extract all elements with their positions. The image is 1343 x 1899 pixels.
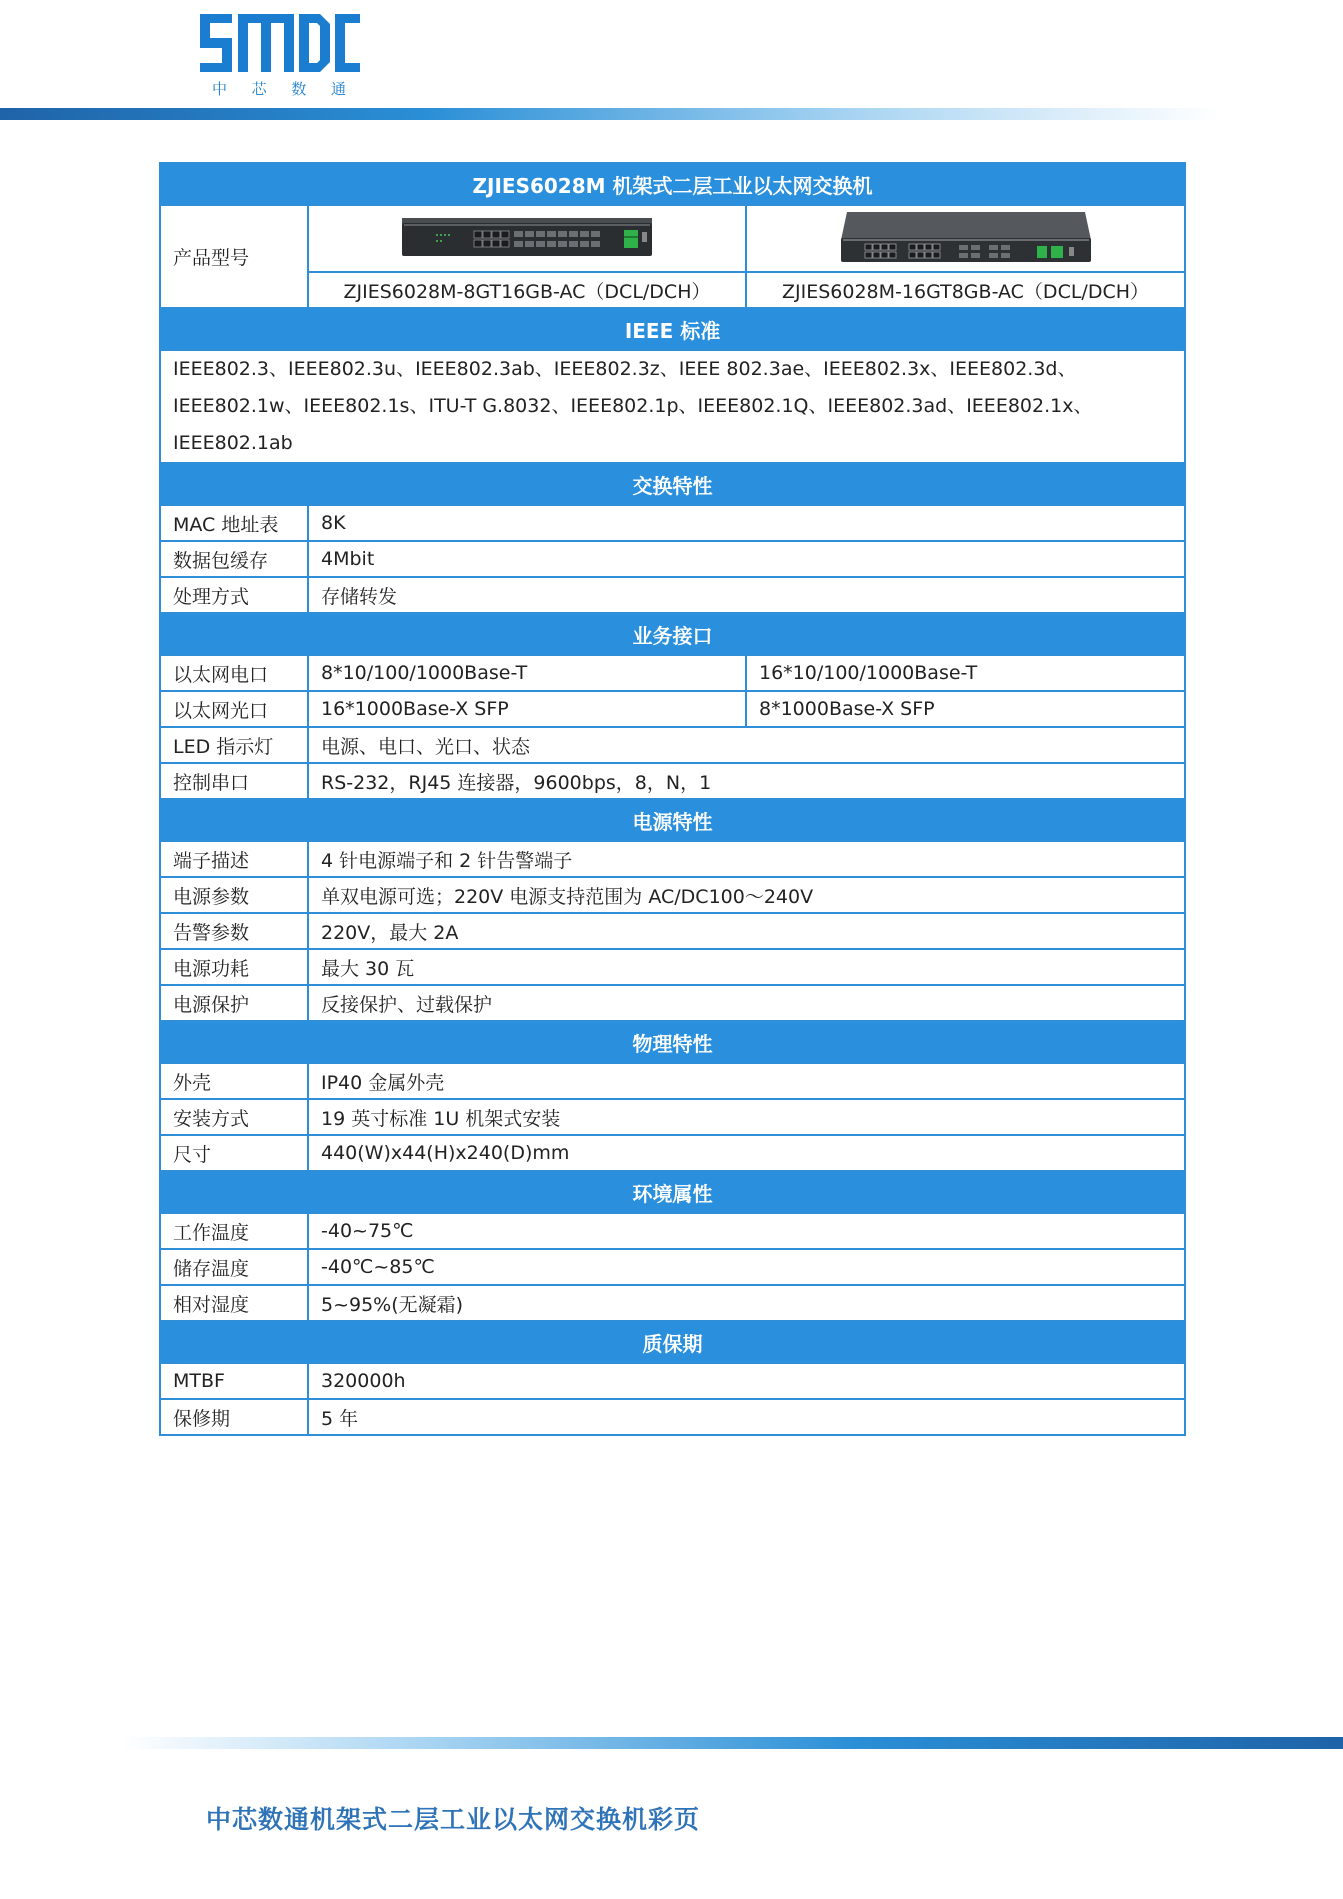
- product-model-row: [160, 272, 1185, 308]
- product-image-1: [308, 205, 746, 272]
- product-image-row: [160, 205, 1185, 272]
- table-row: [160, 841, 1185, 877]
- table-title: ZJIES6028M 机架式二层工业以太网交换机: [160, 163, 1185, 205]
- row-value: 8*10/100/1000Base-T: [308, 655, 746, 691]
- switch-device-image-1: [402, 214, 652, 258]
- table-row: [160, 505, 1185, 541]
- table-row: [160, 1285, 1185, 1321]
- section-interfaces: 业务接口: [160, 613, 1185, 655]
- table-row: [160, 1135, 1185, 1171]
- row-label: 控制串口: [160, 763, 308, 799]
- row-value: -40℃~85℃: [308, 1249, 1185, 1285]
- ieee-standards: [160, 350, 1185, 463]
- section-physical: 物理特性: [160, 1021, 1185, 1063]
- row-label: 外壳: [160, 1063, 308, 1099]
- table-row: [160, 1363, 1185, 1399]
- footer-title: 中芯数通机架式二层工业以太网交换机彩页: [206, 1805, 701, 1834]
- row-value: 5 年: [308, 1399, 1185, 1435]
- row-value: 16*1000Base-X SFP: [308, 691, 746, 727]
- row-label: 保修期: [160, 1399, 308, 1435]
- footer-gradient-bar: [122, 1737, 1343, 1749]
- table-row: [160, 1249, 1185, 1285]
- table-row: [160, 577, 1185, 613]
- smdc-logo-mark: [198, 12, 362, 74]
- ieee-line: IEEE802.1w、IEEE802.1s、ITU-T G.8032、IEEE802.1p、IEEE802.1Q、IEEE802.3ad、IEEE802.1x、: [173, 395, 1093, 417]
- row-value: 4 针电源端子和 2 针告警端子: [308, 841, 1185, 877]
- table-row: [160, 655, 1185, 691]
- table-row: [160, 541, 1185, 577]
- row-value: 19 英寸标准 1U 机架式安装: [308, 1099, 1185, 1135]
- row-value: 4Mbit: [308, 541, 1185, 577]
- table-row: [160, 1213, 1185, 1249]
- spec-table: [159, 162, 1186, 1436]
- table-row: [160, 1399, 1185, 1435]
- row-value: 电源、电口、光口、状态: [308, 727, 1185, 763]
- row-label: 尺寸: [160, 1135, 308, 1171]
- row-label: 相对湿度: [160, 1285, 308, 1321]
- row-label: 以太网电口: [160, 655, 308, 691]
- section-environment: 环境属性: [160, 1171, 1185, 1213]
- row-value: 最大 30 瓦: [308, 949, 1185, 985]
- row-label: 电源参数: [160, 877, 308, 913]
- row-label: MAC 地址表: [160, 505, 308, 541]
- row-label: 告警参数: [160, 913, 308, 949]
- ieee-row: [160, 350, 1185, 463]
- table-row: [160, 763, 1185, 799]
- row-label: 安装方式: [160, 1099, 308, 1135]
- row-value: IP40 金属外壳: [308, 1063, 1185, 1099]
- section-ieee: IEEE 标准: [160, 308, 1185, 350]
- row-value: 320000h: [308, 1363, 1185, 1399]
- row-label: 以太网光口: [160, 691, 308, 727]
- row-value: 16*10/100/1000Base-T: [746, 655, 1185, 691]
- table-row: [160, 1099, 1185, 1135]
- table-row: [160, 949, 1185, 985]
- product-image-2: [746, 205, 1185, 272]
- ieee-line: IEEE802.1ab: [173, 432, 293, 454]
- row-value: 5~95%(无凝霜): [308, 1285, 1185, 1321]
- ieee-line: IEEE802.3、IEEE802.3u、IEEE802.3ab、IEEE802.3z、IEEE 802.3ae、IEEE802.3x、IEEE802.3d、: [173, 358, 1077, 380]
- row-label: 工作温度: [160, 1213, 308, 1249]
- logo-subtitle: 中 芯 数 通: [212, 80, 348, 98]
- row-label: 端子描述: [160, 841, 308, 877]
- table-row: [160, 691, 1185, 727]
- brand-logo: [198, 12, 362, 102]
- table-title-row: [160, 163, 1185, 205]
- product-model-1: ZJIES6028M-8GT16GB-AC（DCL/DCH）: [308, 272, 746, 308]
- row-value: 220V，最大 2A: [308, 913, 1185, 949]
- row-value: 存储转发: [308, 577, 1185, 613]
- row-label: LED 指示灯: [160, 727, 308, 763]
- row-label: MTBF: [160, 1363, 308, 1399]
- row-value: 8K: [308, 505, 1185, 541]
- section-warranty: 质保期: [160, 1321, 1185, 1363]
- section-power: 电源特性: [160, 799, 1185, 841]
- table-row: [160, 727, 1185, 763]
- row-value: 8*1000Base-X SFP: [746, 691, 1185, 727]
- table-row: [160, 877, 1185, 913]
- row-label: 数据包缓存: [160, 541, 308, 577]
- table-row: [160, 985, 1185, 1021]
- header-gradient-bar: [0, 108, 1220, 120]
- row-label: 电源保护: [160, 985, 308, 1021]
- row-label: 处理方式: [160, 577, 308, 613]
- row-value: 单双电源可选；220V 电源支持范围为 AC/DC100～240V: [308, 877, 1185, 913]
- row-label: 电源功耗: [160, 949, 308, 985]
- table-row: [160, 1063, 1185, 1099]
- product-model-2: ZJIES6028M-16GT8GB-AC（DCL/DCH）: [746, 272, 1185, 308]
- row-value: 440(W)x44(H)x240(D)mm: [308, 1135, 1185, 1171]
- product-model-label: 产品型号: [160, 205, 308, 308]
- row-label: 储存温度: [160, 1249, 308, 1285]
- switch-device-image-2: [841, 206, 1091, 266]
- row-value: -40~75℃: [308, 1213, 1185, 1249]
- table-row: [160, 913, 1185, 949]
- row-value: RS-232，RJ45 连接器，9600bps，8，N，1: [308, 763, 1185, 799]
- row-value: 反接保护、过载保护: [308, 985, 1185, 1021]
- section-switching: 交换特性: [160, 463, 1185, 505]
